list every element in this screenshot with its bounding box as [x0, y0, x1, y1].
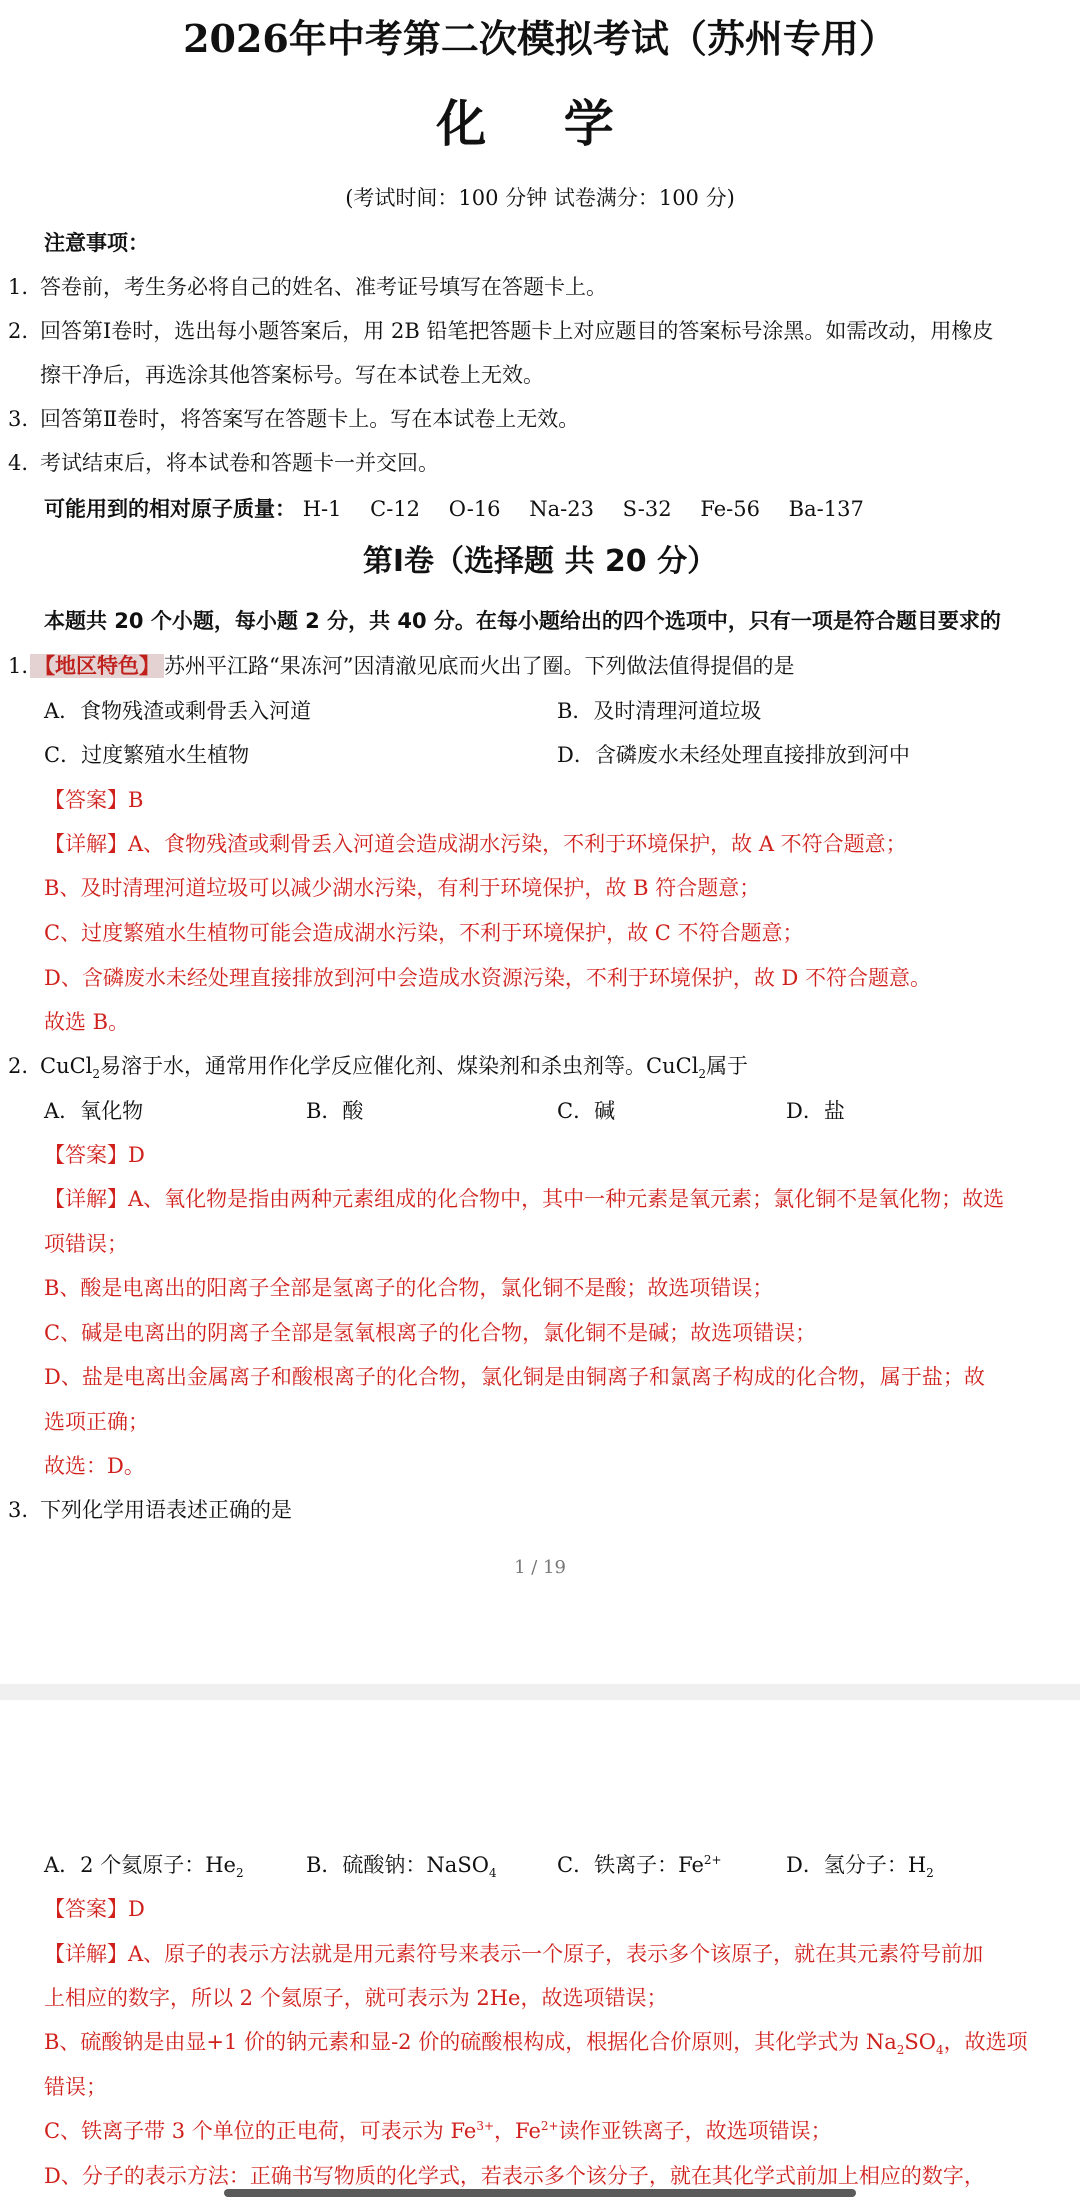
note-item-continued: 擦干净后，再选涂其他答案标号。写在本试卷上无效。 — [40, 363, 544, 387]
q3-explanation-line: 错误； — [44, 2075, 107, 2099]
q3-explanation-line: C、铁离子带 3 个单位的正电荷，可表示为 $Fe^{3+}$，$Fe^{2+}$读作亚铁离子，故选项错误； — [44, 2119, 832, 2143]
q2-answer: 【答案】D — [44, 1143, 145, 1167]
q3-option-c: C．铁离子：$Fe^{2+}$ — [557, 1853, 722, 1877]
q1-option-a: A．食物残渣或剩骨丢入河道 — [44, 699, 312, 723]
page-separator — [0, 1684, 1080, 1700]
q3-explanation-line: B、硫酸钠是由显+1 价的钠元素和显-2 价的硫酸根构成，根据化合价原则，其化学式为 $Na_2SO_4$，故选项 — [44, 2030, 1028, 2058]
page-2 — [0, 1700, 1080, 2206]
exam-info: (考试时间：100 分钟 试卷满分：100 分) — [345, 186, 735, 210]
note-item: 4. 考试结束后，将本试卷和答题卡一并交回。 — [8, 451, 439, 475]
note-item: 3. 回答第Ⅱ卷时，将答案写在答题卡上。写在本试卷上无效。 — [8, 407, 580, 431]
question-3-stem: 3. 下列化学用语表述正确的是 — [8, 1498, 292, 1522]
note-item: 2. 回答第Ⅰ卷时，选出每小题答案后，用 2B 铅笔把答题卡上对应题目的答案标号涂黑。如需改动，用橡皮 — [8, 319, 994, 343]
q2-explanation-line: 项错误； — [44, 1232, 128, 1256]
q2-explanation-line: C、碱是电离出的阴离子全部是氢氧根离子的化合物，氯化铜不是碱；故选项错误； — [44, 1321, 817, 1345]
exam-title: 2026年中考第二次模拟考试（苏州专用） — [183, 16, 897, 61]
q3-option-a: A．2 个氦原子：$He_2$ — [44, 1853, 244, 1881]
q3-explanation: 【详解】A、原子的表示方法就是用元素符号来表示一个原子，表示多个该原子，就在其元素符号前加 — [44, 1942, 984, 1966]
q2-option-c: C．碱 — [557, 1099, 616, 1123]
page-number: 1 / 19 — [514, 1557, 566, 1578]
q1-explanation-line: B、及时清理河道垃圾可以减少湖水污染，有利于环境保护，故 B 符合题意； — [44, 876, 761, 900]
q2-option-b: B．酸 — [306, 1099, 364, 1123]
region-feature-tag: 【地区特色】 — [30, 654, 164, 678]
question-2-stem: 2. CuCl$_2$易溶于水，通常用作化学反应催化剂、煤染剂和杀虫剂等。CuCl$_2$属于 — [8, 1054, 749, 1082]
notes-heading: 注意事项： — [44, 231, 149, 255]
q3-answer: 【答案】D — [44, 1897, 145, 1921]
q1-explanation-line: D、含磷废水未经处理直接排放到河中会造成水资源污染，不利于环境保护，故 D 不符合题意。 — [44, 966, 932, 990]
atomic-mass-label: 可能用到的相对原子质量： — [44, 497, 296, 521]
q1-explanation-line: C、过度繁殖水生植物可能会造成湖水污染，不利于环境保护，故 C 不符合题意； — [44, 921, 804, 945]
q3-option-b: B．硫酸钠：NaSO$_4$ — [306, 1853, 497, 1881]
q2-explanation-line: B、酸是电离出的阳离子全部是氢离子的化合物，氯化铜不是酸；故选项错误； — [44, 1276, 774, 1300]
note-item: 1. 答卷前，考生务必将自己的姓名、准考证号填写在答题卡上。 — [8, 275, 607, 299]
atomic-mass-line: 可能用到的相对原子质量： H-1 C-12 O-16 Na-23 S-32 Fe-56 Ba-137 — [44, 497, 864, 521]
section-instructions: 本题共 20 个小题，每小题 2 分，共 40 分。在每小题给出的四个选项中，只有一项是符合题目要求的 — [44, 609, 1001, 633]
q1-option-c: C．过度繁殖水生植物 — [44, 743, 250, 767]
q2-explanation-line: 故选：D。 — [44, 1454, 145, 1478]
q2-explanation-line: D、盐是电离出金属离子和酸根离子的化合物，氯化铜是由铜离子和氯离子构成的化合物，属于盐；故 — [44, 1365, 985, 1389]
subject-title: 化 学 — [436, 95, 644, 153]
q1-option-b: B．及时清理河道垃圾 — [557, 699, 762, 723]
q3-explanation-line: 上相应的数字，所以 2 个氦原子，就可表示为 2He，故选项错误； — [44, 1986, 668, 2010]
q1-explanation-line: 故选 B。 — [44, 1010, 130, 1034]
q2-option-a: A．氧化物 — [44, 1099, 144, 1123]
q1-explanation: 【详解】A、食物残渣或剩骨丢入河道会造成湖水污染，不利于环境保护，故 A 不符合题意； — [44, 832, 907, 856]
horizontal-scrollbar[interactable] — [224, 2189, 856, 2197]
q1-answer: 【答案】B — [44, 788, 144, 812]
section-title: 第Ⅰ卷（选择题 共 20 分） — [362, 544, 718, 579]
q2-explanation: 【详解】A、氧化物是指由两种元素组成的化合物中，其中一种元素是氧元素；氯化铜不是氧化物；故选 — [44, 1187, 1005, 1211]
q2-explanation-line: 选项正确； — [44, 1410, 149, 1434]
q3-explanation-line: D、分子的表示方法：正确书写物质的化学式，若表示多个该分子，就在其化学式前加上相应的数字， — [44, 2164, 985, 2188]
q2-option-d: D．盐 — [786, 1099, 845, 1123]
q1-option-d: D．含磷废水未经处理直接排放到河中 — [557, 743, 910, 767]
q3-option-d: D．氢分子：$H_2$ — [786, 1853, 934, 1881]
question-1-stem: 1. 【地区特色】 苏州平江路“果冻河”因清澈见底而火出了圈。下列做法值得提倡的是 — [8, 654, 795, 678]
